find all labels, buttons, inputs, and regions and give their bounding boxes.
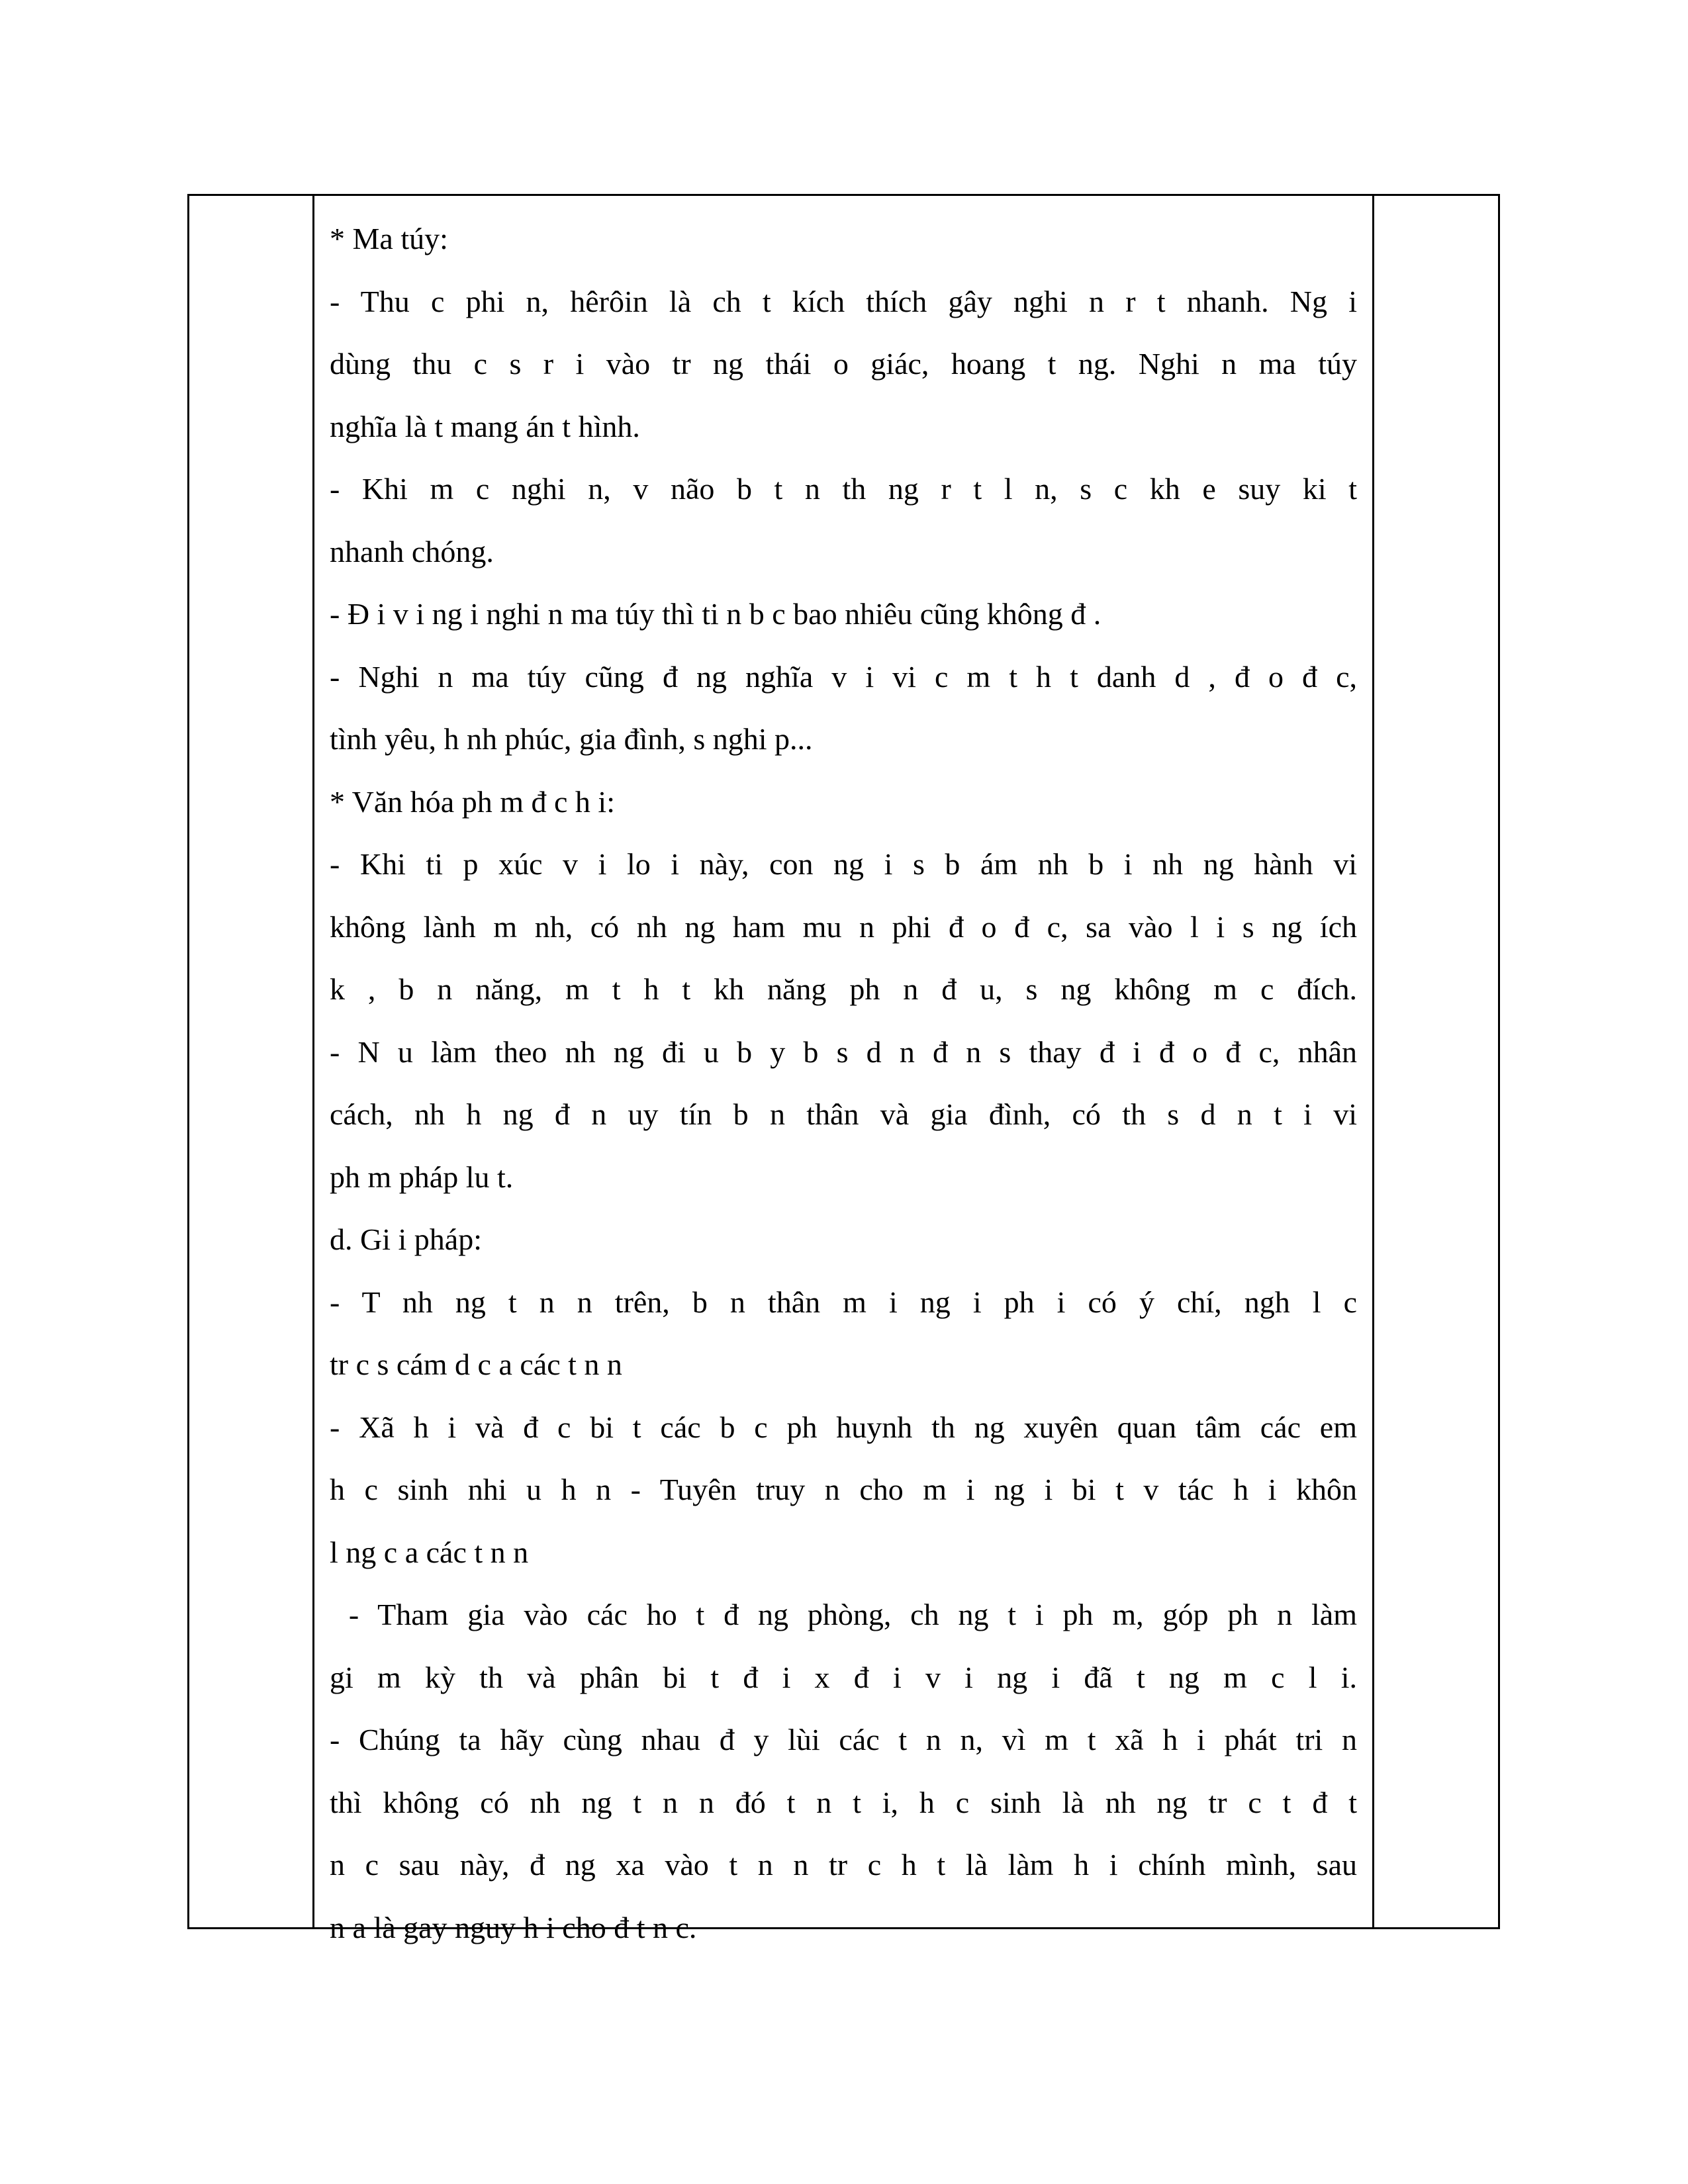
text-line: nghĩa là t mang án t hình. bbox=[330, 409, 640, 443]
text-line: - Nghi n ma túy cũng đ ng nghĩa v i vi c m t h t danh d , đ o đ c, bbox=[330, 659, 1357, 694]
text-line: nhanh chóng. bbox=[330, 534, 494, 569]
text-line: không lành m nh, có nh ng ham mu n phi đ o đ c, sa vào l i s ng ích bbox=[330, 909, 1357, 944]
text-line: thì không có nh ng t n n đó t n t i, h c sinh là nh ng tr c t đ t bbox=[330, 1785, 1357, 1819]
text-line: - Khi m c nghi n, v não b t n th ng r t l n, s c kh e suy ki t bbox=[330, 472, 1357, 506]
text-line: - Xã h i và đ c bi t các b c ph huynh th ng xuyên quan tâm các em bbox=[330, 1410, 1357, 1444]
text-line: gi m kỳ th và phân bi t đ i x đ i v i ng i đã t ng m c l i. bbox=[330, 1660, 1357, 1694]
text-line: tr c s cám d c a các t n n bbox=[330, 1347, 622, 1381]
text-line: - Chúng ta hãy cùng nhau đ y lùi các t n n, vì m t xã h i phát tri n bbox=[330, 1723, 1357, 1756]
text-line: dùng thu c s r i vào tr ng thái o giác, hoang t ng. Nghi n ma túy bbox=[330, 347, 1357, 381]
text-line: k , b n năng, m t h t kh năng ph n đ u, s ng không m c đích. bbox=[330, 972, 1357, 1006]
text-line: - Thu c phi n, hêrôin là ch t kích thích gây nghi n r t nhanh. Ng i bbox=[330, 284, 1357, 318]
text-line: h c sinh nhi u h n - Tuyên truy n cho m i ng i bi t v tác h i khôn bbox=[330, 1473, 1357, 1506]
text-line: l ng c a các t n n bbox=[330, 1535, 529, 1569]
table-cell-right bbox=[1374, 196, 1498, 1927]
text-line: n a là gay nguy h i cho đ t n c. bbox=[330, 1910, 697, 1944]
text-line: - Tham gia vào các ho t đ ng phòng, ch ng t i ph m, góp ph n làm bbox=[330, 1598, 1357, 1631]
text-line: n c sau này, đ ng xa vào t n n tr c h t là làm h i chính mình, sau bbox=[330, 1848, 1357, 1882]
text-line: - Khi ti p xúc v i lo i này, con ng i s b ám nh b i nh ng hành vi bbox=[330, 847, 1357, 881]
text-line: tình yêu, h nh phúc, gia đình, s nghi p... bbox=[330, 722, 813, 756]
section-heading-solutions: d. Gi i pháp: bbox=[330, 1222, 482, 1256]
content-table bbox=[187, 194, 1500, 1944]
text-line: cách, nh h ng đ n uy tín b n thân và gia đình, có th s d n t i vi bbox=[330, 1097, 1357, 1131]
section-heading-drugs: * Ma túy: bbox=[330, 222, 448, 255]
section-heading-harmful-media: * Văn hóa ph m đ c h i: bbox=[330, 784, 615, 819]
text-line: - Đ i v i ng i nghi n ma túy thì ti n b c bao nhiêu cũng không đ . bbox=[330, 597, 1102, 631]
column-divider bbox=[312, 196, 314, 1927]
text-line: - T nh ng t n n trên, b n thân m i ng i ph i có ý chí, ngh l c bbox=[330, 1285, 1357, 1319]
table-cell-content bbox=[330, 208, 1357, 1959]
text-line: ph m pháp lu t. bbox=[330, 1160, 514, 1194]
table-cell-left bbox=[189, 196, 312, 1927]
text-line: - N u làm theo nh ng đi u b y b s d n đ n s thay đ i đ o đ c, nhân bbox=[330, 1034, 1357, 1069]
